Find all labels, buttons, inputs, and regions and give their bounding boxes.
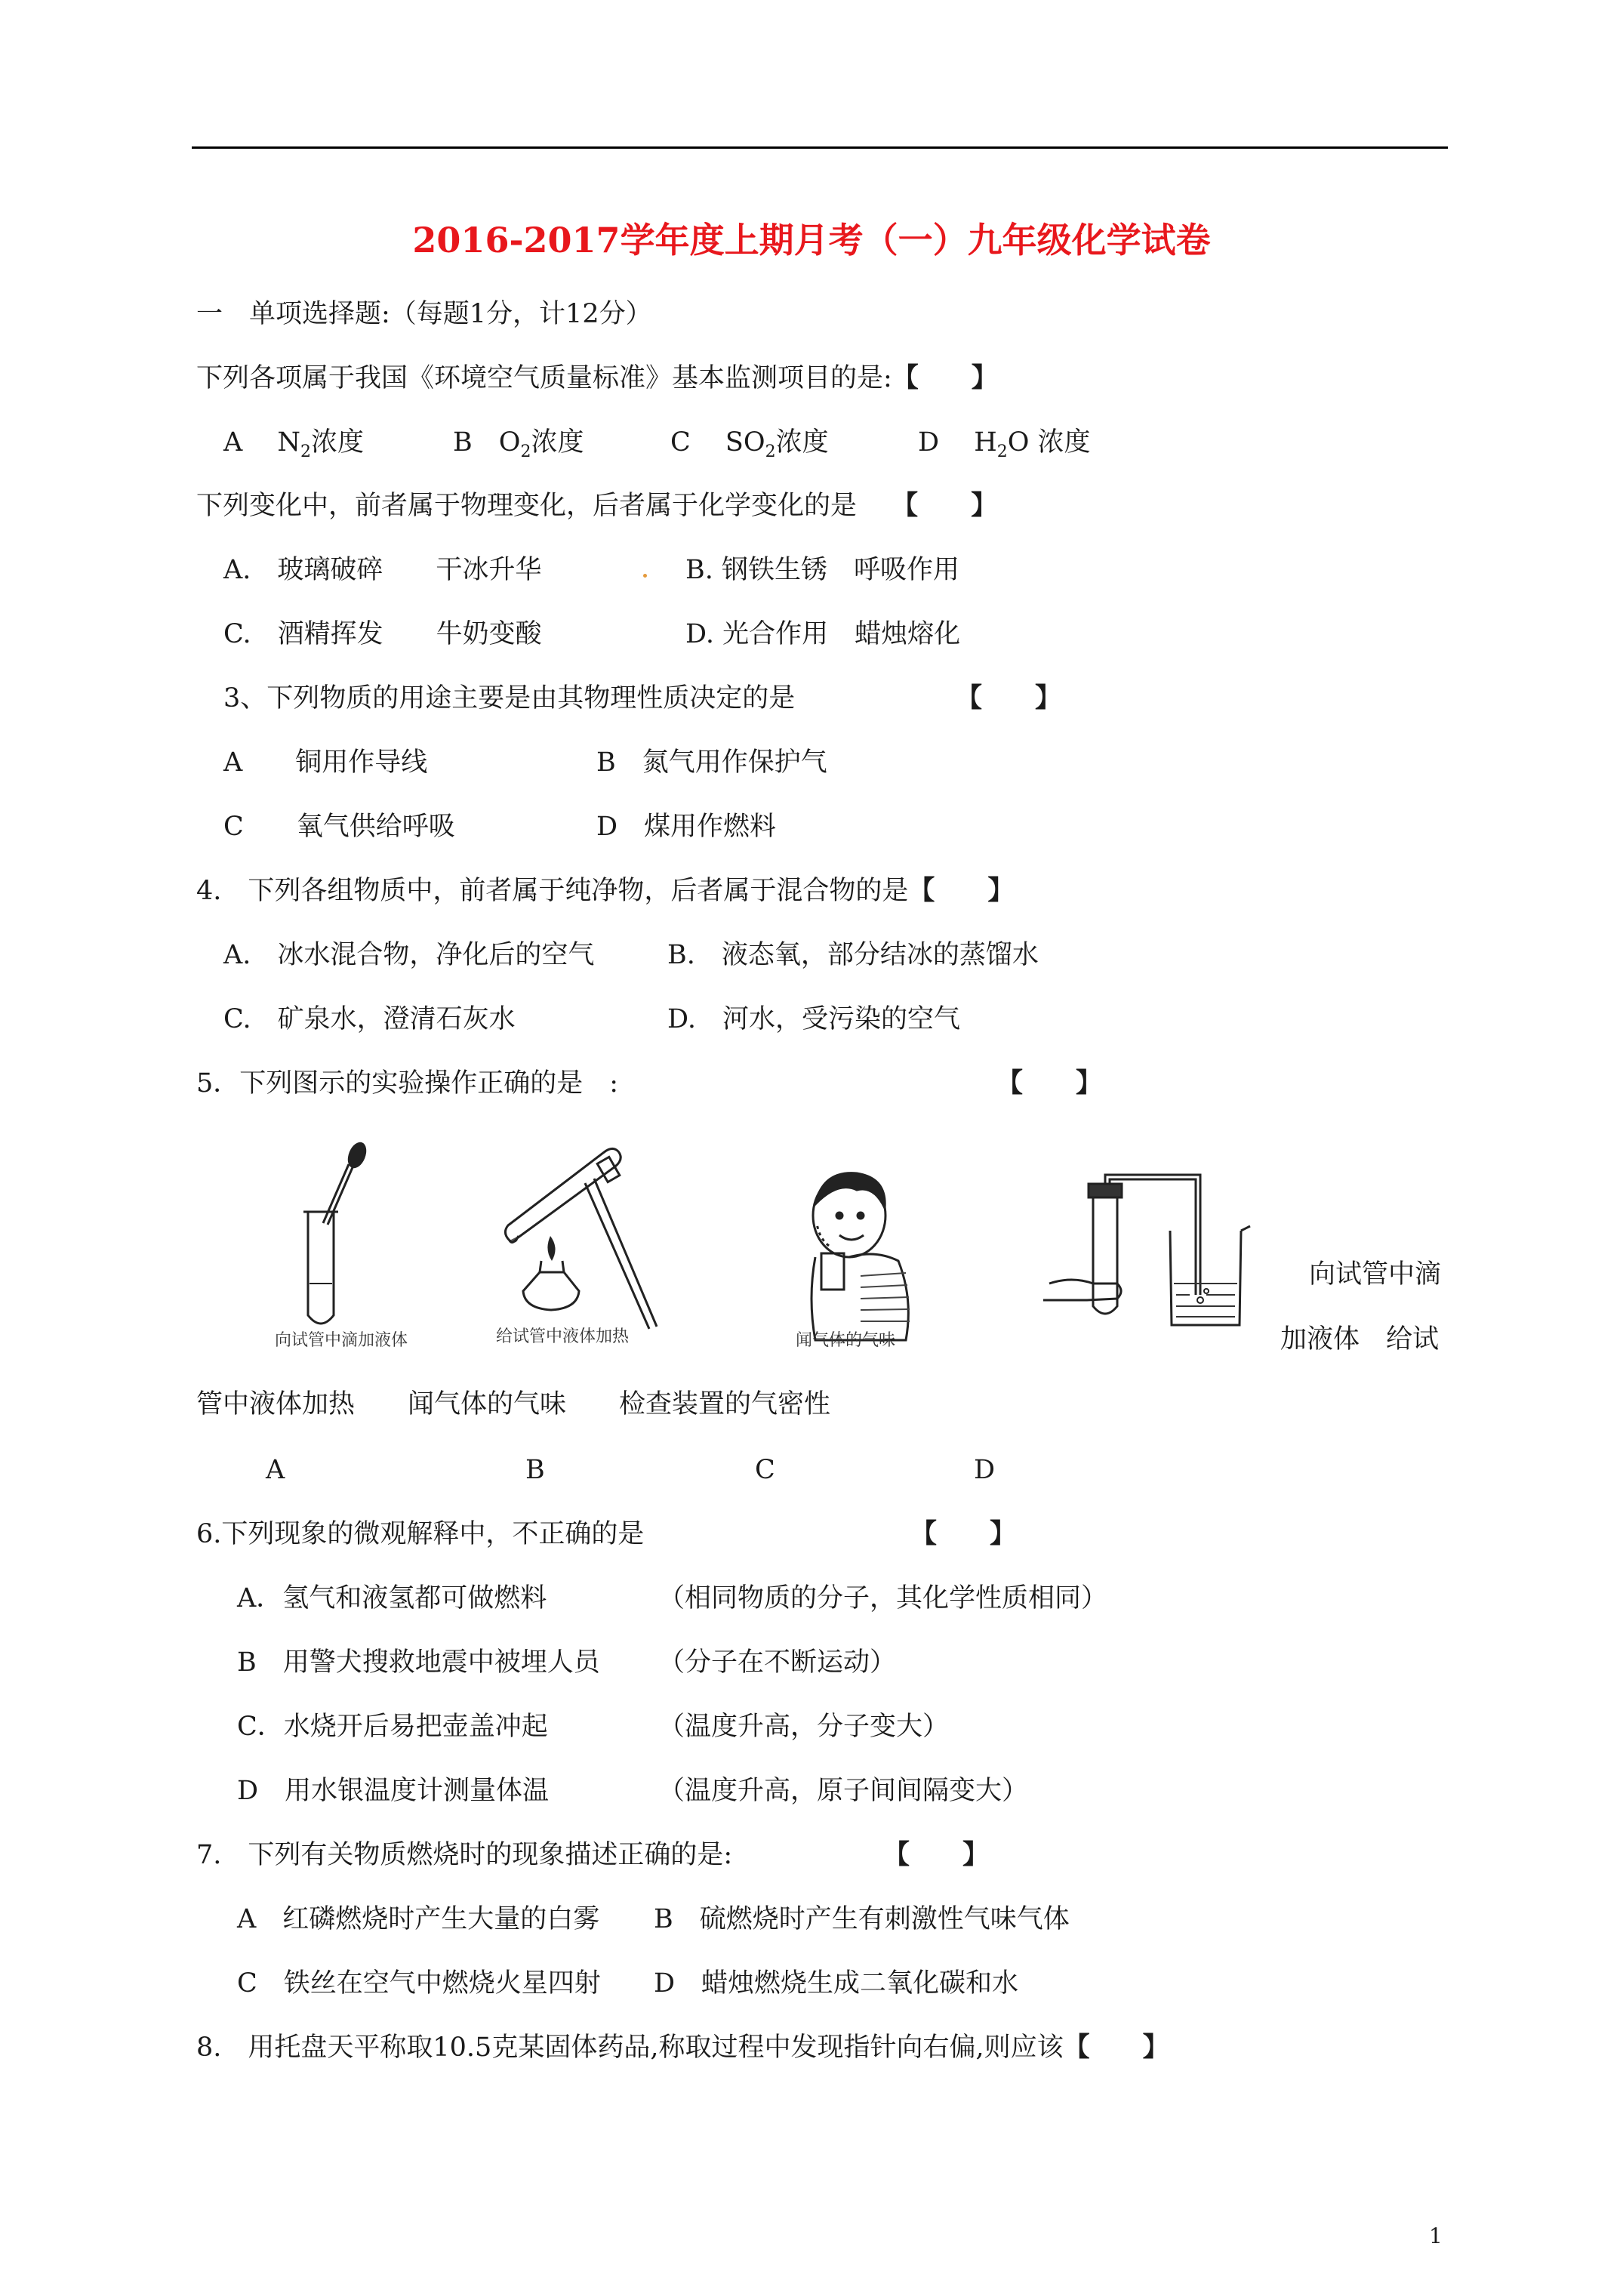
- q7-stem: 7. 下列有关物质燃烧时的现象描述正确的是:: [196, 1840, 733, 1870]
- q6-reason-c: （温度升高，分子变大）: [658, 1712, 950, 1742]
- exam-title: 2016-2017学年度上期月考（一）九年级化学试卷: [412, 220, 1211, 260]
- q7-answer-bracket: 【 】: [883, 1839, 990, 1870]
- q5-label-d: D: [974, 1455, 996, 1485]
- q2-option-d: D. 光合作用 蜡烛熔化: [685, 619, 961, 649]
- q5-answer-bracket: 【 】: [996, 1068, 1103, 1099]
- q8-stem: 8. 用托盘天平称取10.5克某固体药品,称取过程中发现指针向右偏,则应该【 】: [196, 2032, 1169, 2063]
- q2-answer-bracket: 【 】: [892, 490, 998, 521]
- q7-option-d: D 蜡烛燃烧生成二氧化碳和水: [654, 1968, 1019, 1999]
- figure-a-caption: 向试管中滴加液体: [275, 1331, 408, 1350]
- q4-stem: 4. 下列各组物质中，前者属于纯净物，后者属于混合物的是【 】: [196, 875, 1015, 906]
- q5-caption-line: 管中液体加热 闻气体的气味 检查装置的气密性: [196, 1389, 831, 1419]
- q1-option-d: D $H_2O$ 浓度: [918, 427, 1091, 461]
- q5-label-c: C: [755, 1455, 775, 1485]
- q5-caption-right-1: 向试管中滴: [1309, 1259, 1442, 1290]
- figure-c-caption: 闻气体的气味: [796, 1331, 896, 1350]
- header-rule: [192, 146, 1448, 149]
- q4-option-b: B. 液态氧，部分结冰的蒸馏水: [667, 940, 1039, 970]
- q6-option-a: A．氢气和液氢都可做燃料: [237, 1583, 547, 1613]
- section-heading: 一 单项选择题:（每题1分，计12分）: [196, 299, 652, 329]
- figure-c-smelling: [785, 1163, 936, 1348]
- q1-option-a: A $N_2$浓度: [223, 427, 365, 461]
- q4-option-a: A. 冰水混合物，净化后的空气: [223, 940, 595, 970]
- q4-option-d: D. 河水，受污染的空气: [667, 1004, 960, 1034]
- q7-option-a: A 红磷燃烧时产生大量的白雾: [237, 1904, 600, 1934]
- figure-d-airtightness: [1042, 1170, 1268, 1336]
- q6-option-d: D 用水银温度计测量体温: [237, 1776, 550, 1806]
- q5-stem: 5．下列图示的实验操作正确的是 :: [196, 1068, 619, 1099]
- q7-option-c: C 铁丝在空气中燃烧火星四射: [237, 1968, 601, 1999]
- q3-answer-bracket: 【 】: [956, 683, 1062, 713]
- q4-answer-bracket: 【 】: [908, 875, 1015, 906]
- q2-option-c: C. 酒精挥发 牛奶变酸: [223, 619, 542, 649]
- q6-stem: 6.下列现象的微观解释中，不正确的是: [196, 1519, 645, 1549]
- q5-label-a: A: [266, 1455, 285, 1485]
- q6-option-c: C．水烧开后易把壶盖冲起: [237, 1712, 548, 1742]
- q3-option-b: B 氮气用作保护气: [596, 747, 827, 778]
- q1-answer-bracket: 【 】: [892, 362, 998, 393]
- q5-caption-right-2: 加液体 给试: [1280, 1324, 1440, 1354]
- q6-answer-bracket: 【 】: [910, 1518, 1017, 1549]
- q2-option-b: B. 钢铁生锈 呼吸作用: [685, 555, 959, 585]
- q7-option-b: B 硫燃烧时产生有刺激性气味气体: [654, 1904, 1070, 1934]
- figure-b-caption: 给试管中液体加热: [496, 1327, 630, 1346]
- figure-a-dropper: [275, 1140, 408, 1350]
- q3-option-a: A 铜用作导线: [223, 747, 428, 778]
- q3-option-c: C 氧气供给呼吸: [223, 812, 455, 842]
- q2-option-a: A. 玻璃破碎 干冰升华: [223, 555, 542, 585]
- q6-reason-b: （分子在不断运动）: [658, 1647, 897, 1678]
- q1-option-c: C $SO_2$浓度: [670, 427, 829, 461]
- q3-option-d: D 煤用作燃料: [596, 812, 777, 842]
- q6-reason-d: （温度升高，原子间间隔变大）: [658, 1776, 1029, 1806]
- figure-b-heating: [494, 1136, 694, 1348]
- stray-dot: [643, 574, 647, 578]
- page-number: 1: [1429, 2224, 1443, 2248]
- q8-answer-bracket: 【 】: [1063, 2032, 1169, 2063]
- q5-label-b: B: [525, 1455, 545, 1485]
- q3-stem: 3、下列物质的用途主要是由其物理性质决定的是: [223, 683, 796, 713]
- q1-stem: 下列各项属于我国《环境空气质量标准》基本监测项目的是:【 】: [196, 362, 998, 393]
- q6-reason-a: （相同物质的分子，其化学性质相同）: [658, 1583, 1108, 1613]
- q4-option-c: C. 矿泉水，澄清石灰水: [223, 1004, 516, 1034]
- q1-option-b: B $O_2$浓度: [453, 427, 584, 461]
- q2-stem: 下列变化中，前者属于物理变化，后者属于化学变化的是 【 】: [196, 490, 998, 521]
- q6-option-b: B 用警犬搜救地震中被埋人员: [237, 1647, 600, 1678]
